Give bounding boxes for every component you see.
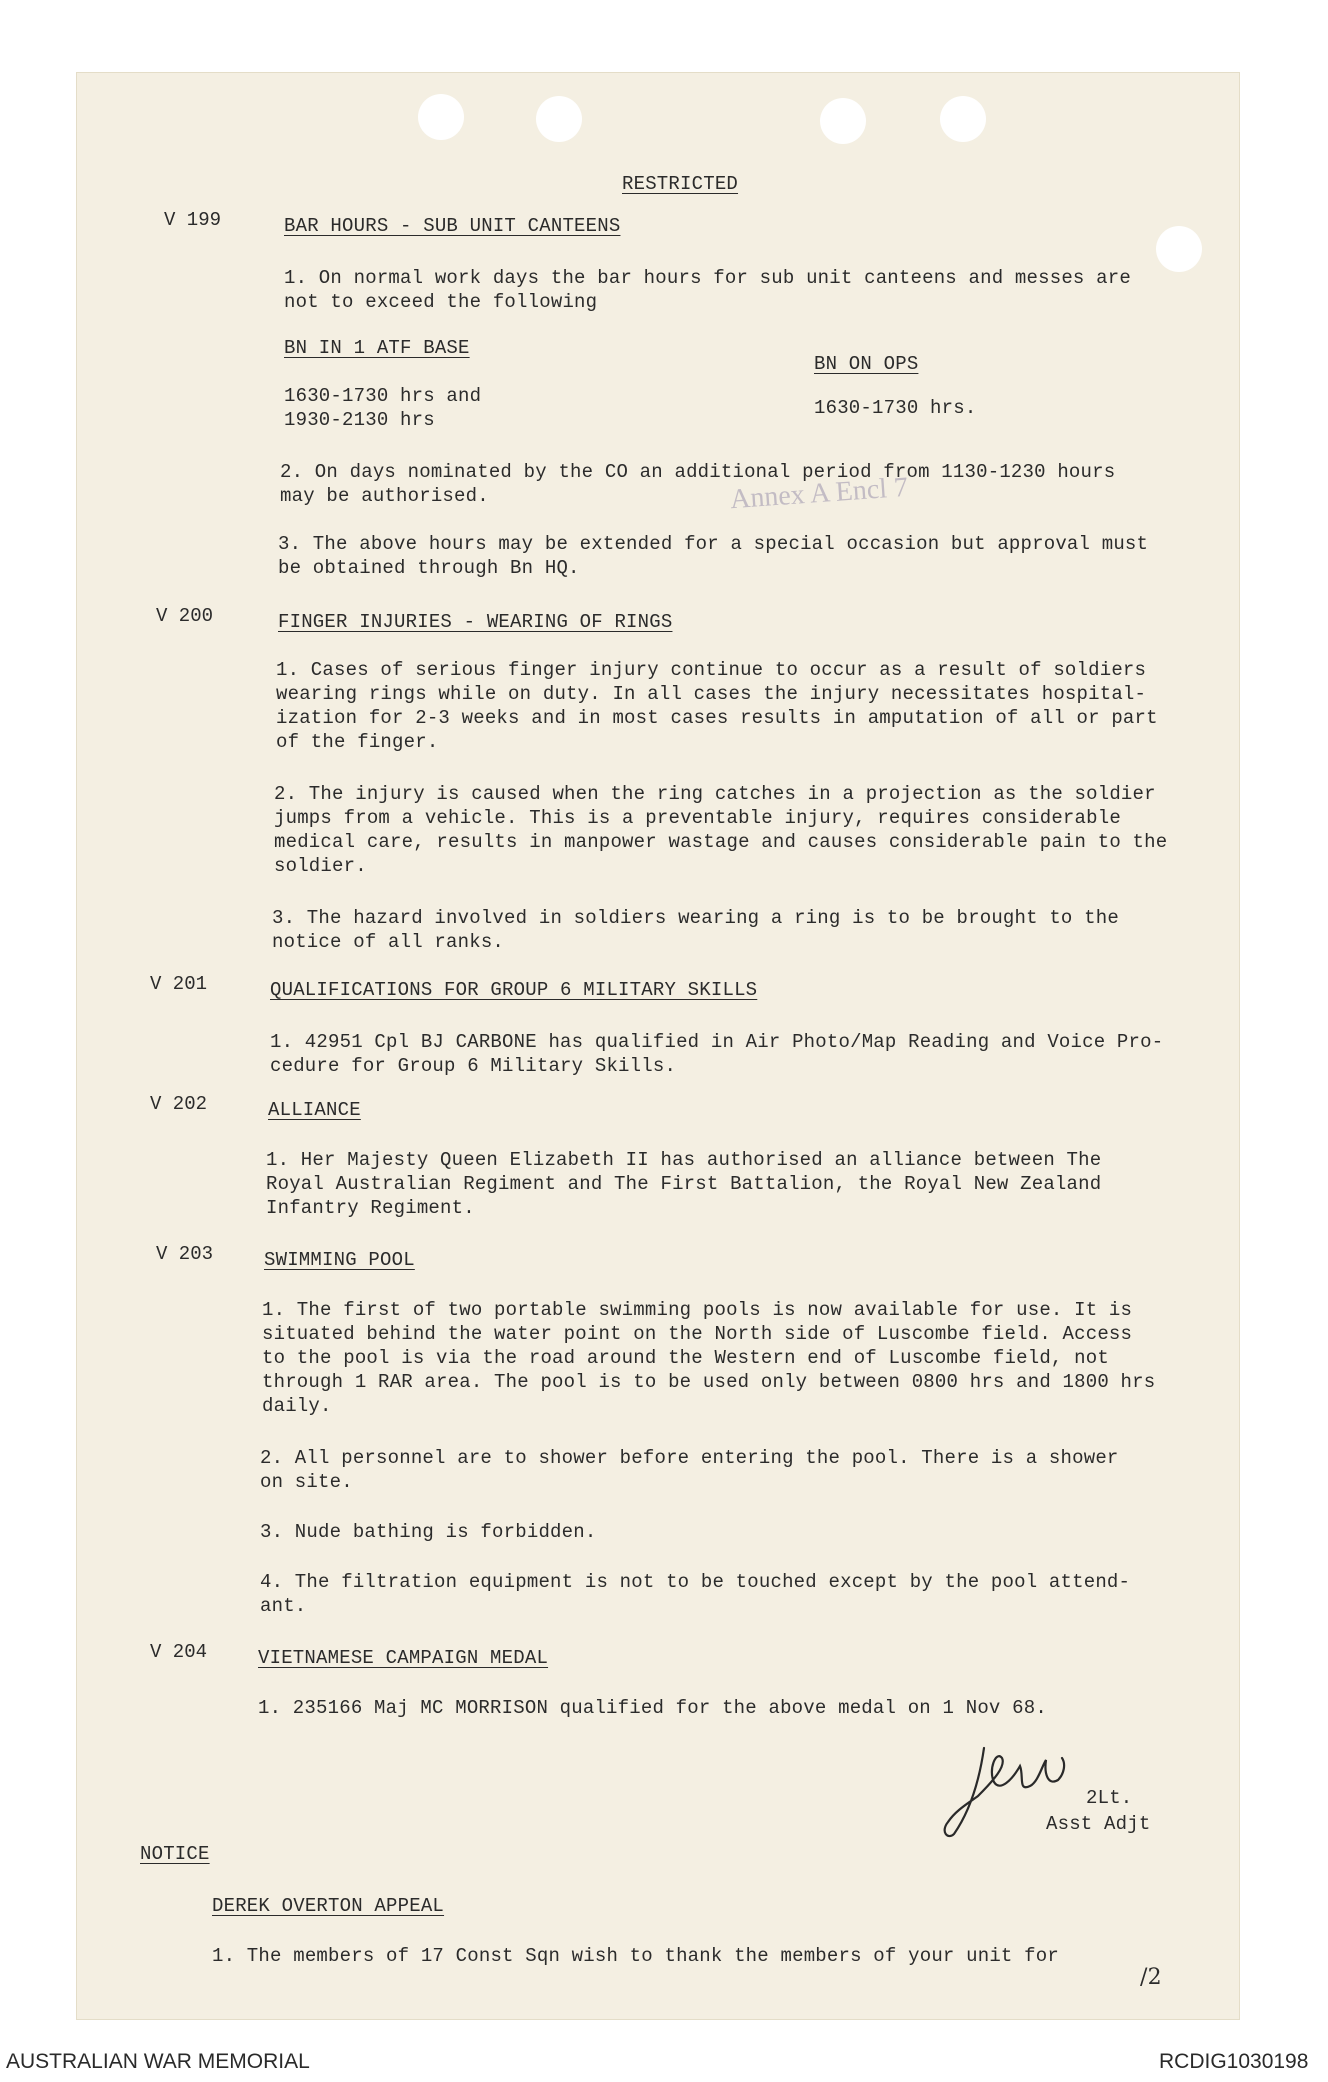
punch-hole — [820, 98, 866, 144]
classification-heading: RESTRICTED — [622, 173, 739, 195]
paragraph-line: 2. All personnel are to shower before entering the pool. There is a shower — [260, 1447, 1119, 1469]
paragraph-line: situated behind the water point on the North side of Luscombe field. Access — [262, 1323, 1133, 1345]
punch-hole — [418, 94, 464, 140]
paragraph-line: Infantry Regiment. — [266, 1197, 475, 1219]
paragraph-line: 1. 235166 Maj MC MORRISON qualified for the above medal on 1 Nov 68. — [258, 1697, 1047, 1719]
notice-label: NOTICE — [140, 1843, 210, 1865]
item-number: V 201 — [150, 973, 208, 995]
page-continuation-mark: /2 — [1140, 1965, 1162, 1990]
paragraph-line: 1. Cases of serious finger injury continue to occur as a result of soldiers — [276, 659, 1147, 681]
paragraph-line: be obtained through Bn HQ. — [278, 557, 580, 579]
paragraph-line: 3. The above hours may be extended for a special occasion but approval must — [278, 533, 1149, 555]
item-number: V 204 — [150, 1641, 208, 1663]
paragraph-line: 1. 42951 Cpl BJ CARBONE has qualified in Air Photo/Map Reading and Voice Pro- — [270, 1031, 1164, 1053]
column-heading: BN ON OPS — [814, 353, 919, 375]
signature-rank: 2Lt. — [1086, 1787, 1133, 1809]
punch-hole — [940, 96, 986, 142]
paragraph-line: not to exceed the following — [284, 291, 598, 313]
paragraph-line: 4. The filtration equipment is not to be touched except by the pool attend- — [260, 1571, 1131, 1593]
paragraph-line: to the pool is via the road around the Western end of Luscombe field, not — [262, 1347, 1109, 1369]
column-heading: BN IN 1 ATF BASE — [284, 337, 470, 359]
paragraph-line: cedure for Group 6 Military Skills. — [270, 1055, 677, 1077]
item-heading: ALLIANCE — [268, 1099, 361, 1121]
item-number: V 203 — [156, 1243, 214, 1265]
paragraph-line: 1. Her Majesty Queen Elizabeth II has authorised an alliance between The — [266, 1149, 1102, 1171]
paragraph-line: 2. On days nominated by the CO an additional period from 1130-1230 hours — [280, 461, 1116, 483]
paragraph-line: 1. On normal work days the bar hours for sub unit canteens and messes are — [284, 267, 1131, 289]
signature-title: Asst Adjt — [1046, 1813, 1151, 1835]
paragraph-line: through 1 RAR area. The pool is to be used only between 0800 hrs and 1800 hrs — [262, 1371, 1156, 1393]
item-heading: SWIMMING POOL — [264, 1249, 415, 1271]
paragraph-line: soldier. — [274, 855, 367, 877]
paragraph-line: 1630-1730 hrs. — [814, 397, 977, 419]
item-heading: BAR HOURS - SUB UNIT CANTEENS — [284, 215, 621, 237]
paragraph-line: notice of all ranks. — [272, 931, 505, 953]
paragraph-line: 3. The hazard involved in soldiers wearing a ring is to be brought to the — [272, 907, 1119, 929]
item-heading: QUALIFICATIONS FOR GROUP 6 MILITARY SKILLS — [270, 979, 758, 1001]
paragraph-line: Royal Australian Regiment and The First Battalion, the Royal New Zealand — [266, 1173, 1102, 1195]
paragraph-line: jumps from a vehicle. This is a preventable injury, requires considerable — [274, 807, 1121, 829]
paragraph-line: may be authorised. — [280, 485, 489, 507]
paragraph-line: medical care, results in manpower wastage and causes considerable pain to the — [274, 831, 1168, 853]
paragraph-line: ization for 2-3 weeks and in most cases results in amputation of all or part — [276, 707, 1158, 729]
paragraph-line: 1. The members of 17 Const Sqn wish to thank the members of your unit for — [212, 1945, 1059, 1967]
item-heading: FINGER INJURIES - WEARING OF RINGS — [278, 611, 673, 633]
punch-hole — [1156, 226, 1202, 272]
footer-right: RCDIG1030198 — [1159, 2050, 1309, 2073]
item-heading: VIETNAMESE CAMPAIGN MEDAL — [258, 1647, 549, 1669]
faint-stamp: Annex A Encl 7 — [729, 471, 909, 516]
item-number: V 200 — [156, 605, 214, 627]
paragraph-line: of the finger. — [276, 731, 439, 753]
paragraph-line: 1930-2130 hrs — [284, 409, 435, 431]
paragraph-line: 1630-1730 hrs and — [284, 385, 482, 407]
notice-heading: DEREK OVERTON APPEAL — [212, 1895, 445, 1917]
paragraph-line: ant. — [260, 1595, 307, 1617]
item-number: V 199 — [164, 209, 222, 231]
paragraph-line: wearing rings while on duty. In all cases the injury necessitates hospital- — [276, 683, 1147, 705]
paragraph-line: on site. — [260, 1471, 353, 1493]
item-number: V 202 — [150, 1093, 208, 1115]
paragraph-line: 3. Nude bathing is forbidden. — [260, 1521, 597, 1543]
paragraph-line: 2. The injury is caused when the ring catches in a projection as the soldier — [274, 783, 1156, 805]
punch-hole — [536, 96, 582, 142]
paragraph-line: 1. The first of two portable swimming pools is now available for use. It is — [262, 1299, 1133, 1321]
footer-left: AUSTRALIAN WAR MEMORIAL — [6, 2050, 310, 2073]
paragraph-line: daily. — [262, 1395, 332, 1417]
